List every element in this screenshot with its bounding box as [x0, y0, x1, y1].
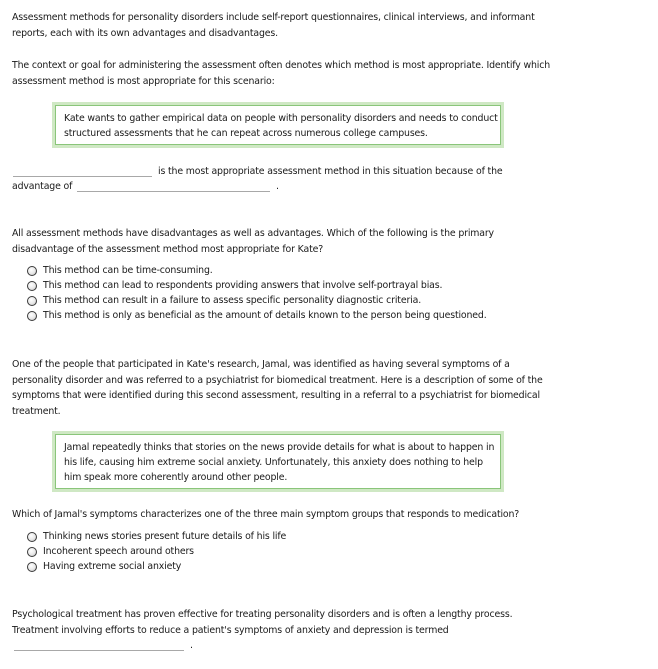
question-2-option-1[interactable] — [27, 529, 286, 544]
radio-button-icon[interactable] — [27, 562, 37, 572]
question-1-line-2: disadvantage of the assessment method most appropriate for Kate? — [12, 243, 324, 255]
question-1-option-1[interactable] — [27, 263, 487, 278]
scenario-jamal-line-1: Jamal repeatedly thinks that stories on the news provide details for what is about to happen in — [64, 442, 495, 453]
scenario-jamal-line-3: him speak more coherently around other people. — [64, 472, 288, 483]
jamal-intro-line-4: treatment. — [12, 405, 61, 417]
jamal-intro-line-2: personality disorder and was referred to a psychiatrist for biomedical treatment. Here is a description of some of the — [12, 374, 543, 386]
question-3-line-1: Psychological treatment has proven effective for treating personality disorders and is often a lengthy process. — [12, 609, 513, 620]
scenario-box-jamal — [52, 431, 504, 492]
option-label: This method is only as beneficial as the amount of details known to the person being questioned. — [43, 310, 487, 321]
option-label: This method can lead to respondents providing answers that involve self-portrayal bias. — [43, 280, 443, 291]
question-1-options — [27, 263, 487, 323]
advantage-blank-dropdown[interactable] — [77, 191, 270, 192]
question-1-option-2[interactable] — [27, 278, 487, 293]
option-label: Having extreme social anxiety — [43, 561, 182, 572]
advantage-period: . — [276, 181, 279, 192]
jamal-intro-paragraph — [12, 357, 543, 419]
question-1-option-3[interactable] — [27, 293, 487, 308]
scenario-box-kate — [52, 102, 504, 148]
method-blank-dropdown[interactable] — [13, 176, 152, 177]
advantage-of-label: advantage of — [12, 181, 73, 192]
question-3-prompt — [12, 607, 512, 638]
intro-line-1: Assessment methods for personality disorders include self-report questionnaires, clinical interviews, and informant — [12, 12, 535, 23]
instruction-paragraph — [12, 58, 550, 89]
question-1-prompt — [12, 226, 494, 257]
scenario-box-jamal-inner — [55, 434, 501, 489]
scenario-box-kate-inner — [55, 105, 501, 145]
option-label: This method can result in a failure to assess specific personality diagnostic criteria. — [43, 295, 422, 306]
instruction-line-1: The context or goal for administering the assessment often denotes which method is most appropriate. Identify which — [12, 60, 551, 71]
radio-button-icon[interactable] — [27, 532, 37, 542]
option-label: Thinking news stories present future details of his life — [43, 531, 287, 542]
radio-button-icon[interactable] — [27, 547, 37, 557]
intro-paragraph — [12, 10, 535, 41]
treatment-term-period: . — [190, 640, 193, 651]
question-2-options — [27, 529, 286, 574]
scenario-kate-line-2: structured assessments that he can repeat across numerous college campuses. — [64, 128, 428, 139]
jamal-intro-line-1: One of the people that participated in Kate's research, Jamal, was identified as having several symptoms of a — [12, 359, 510, 370]
question-3-line-2: Treatment involving efforts to reduce a patient's symptoms of anxiety and depression is termed — [12, 624, 449, 636]
radio-button-icon[interactable] — [27, 296, 37, 306]
instruction-line-2: assessment method is most appropriate for this scenario: — [12, 75, 275, 87]
scenario-kate-line-1: Kate wants to gather empirical data on people with personality disorders and needs to conduct — [64, 113, 498, 124]
fill-in-text-after-blank: is the most appropriate assessment method in this situation because of the — [158, 166, 503, 177]
jamal-intro-line-3: symptoms that were identified during this second assessment, resulting in a referral to a psychiatrist for biomedical — [12, 390, 540, 401]
intro-line-2: reports, each with its own advantages and disadvantages. — [12, 27, 278, 39]
scenario-jamal-line-2: his life, causing him extreme social anxiety. Unfortunately, this anxiety does nothing to help — [64, 457, 483, 468]
radio-button-icon[interactable] — [27, 311, 37, 321]
treatment-term-blank-dropdown[interactable] — [14, 650, 184, 651]
question-1-line-1: All assessment methods have disadvantages as well as advantages. Which of the following is the primary — [12, 228, 494, 239]
question-1-option-4[interactable] — [27, 308, 487, 323]
question-2-prompt: Which of Jamal's symptoms characterizes one of the three main symptom groups that responds to medication? — [12, 509, 520, 520]
question-2-option-2[interactable] — [27, 544, 286, 559]
radio-button-icon[interactable] — [27, 281, 37, 291]
question-2-option-3[interactable] — [27, 559, 286, 574]
radio-button-icon[interactable] — [27, 266, 37, 276]
option-label: Incoherent speech around others — [43, 546, 194, 557]
option-label: This method can be time-consuming. — [43, 265, 213, 276]
